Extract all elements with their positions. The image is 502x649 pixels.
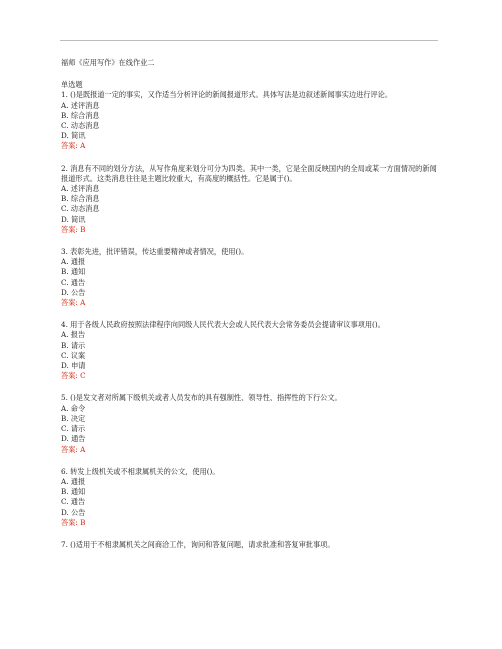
answer-value: B xyxy=(77,517,86,527)
answer-line xyxy=(61,298,439,308)
question-stem: 1. ()是既报道一定的事实，又作适当分析评论的新闻报道形式。具体写法是边叙述新闻事实边进行评论。 xyxy=(61,90,393,100)
answer-option: C. 通告 xyxy=(61,497,86,507)
document-title: 福师《应用写作》在线作业二 xyxy=(61,58,155,67)
answer-value: A xyxy=(77,141,86,151)
answer-option: A. 述评消息 xyxy=(61,184,100,194)
header-rule xyxy=(60,40,438,41)
answer-option: D. 简讯 xyxy=(61,214,86,224)
answer-option: A. 通报 xyxy=(61,476,86,486)
question-item xyxy=(61,540,439,550)
answer-label: 答案: xyxy=(61,141,78,151)
question-stem: 4. 用于各级人民政府按照法律程序向同级人民代表大会或人民代表大会常务委员会提请审议事项用()。 xyxy=(61,320,385,330)
question-item xyxy=(61,393,439,454)
answer-line xyxy=(61,371,439,381)
answer-option: A. 命令 xyxy=(61,403,86,413)
answer-option: D. 通告 xyxy=(61,434,86,444)
answer-value: C xyxy=(77,371,86,381)
question-item xyxy=(61,467,439,528)
answer-option: C. 动态消息 xyxy=(61,121,100,131)
question-stem: 3. 表彰先进，批评错误，传达重要精神或者情况，使用()。 xyxy=(61,247,249,257)
question-item xyxy=(61,247,439,308)
answer-option: C. 请示 xyxy=(61,424,86,434)
answer-line xyxy=(61,518,439,528)
answer-label: 答案: xyxy=(61,371,78,381)
answer-option: B. 请示 xyxy=(61,340,86,350)
answer-option: A. 报告 xyxy=(61,330,86,340)
question-list xyxy=(61,90,439,550)
answer-label: 答案: xyxy=(61,444,78,454)
answer-option: C. 动态消息 xyxy=(61,204,100,214)
answer-option: D. 申请 xyxy=(61,361,86,371)
answer-option: B. 综合消息 xyxy=(61,194,100,204)
answer-value: A xyxy=(77,298,86,308)
answer-label: 答案: xyxy=(61,224,78,234)
answer-option: B. 通知 xyxy=(61,487,86,497)
question-item xyxy=(61,90,439,151)
answer-option: A. 通报 xyxy=(61,257,86,267)
question-item xyxy=(61,164,439,235)
question-item xyxy=(61,320,439,381)
answer-label: 答案: xyxy=(61,517,78,527)
answer-option: A. 述评消息 xyxy=(61,100,100,110)
answer-option: D. 公告 xyxy=(61,507,86,517)
answer-option: B. 综合消息 xyxy=(61,110,100,120)
answer-line xyxy=(61,445,439,455)
answer-option: D. 简讯 xyxy=(61,131,86,141)
question-stem: 6. 转发上级机关或不相隶属机关的公文，使用()。 xyxy=(61,466,220,476)
answer-label: 答案: xyxy=(61,298,78,308)
answer-option: B. 通知 xyxy=(61,267,86,277)
answer-option: D. 公告 xyxy=(61,287,86,297)
answer-value: A xyxy=(77,444,86,454)
answer-option: C. 议案 xyxy=(61,350,86,360)
section-title: 单选题 xyxy=(61,80,83,90)
question-stem: 5. ()是发文者对所属下级机关或者人员发布的具有强制性、领导性、指挥性的下行公文。 xyxy=(61,393,342,403)
question-stem: 2. 消息有不同的划分方法，从写作角度来划分可分为四类。其中一类，它是全面反映国内的全局或某一方面情况的新闻报道形式。这类消息往往是主题比较重大，有高度的概括性。它是属于()。 xyxy=(61,163,437,183)
answer-line xyxy=(61,225,439,235)
answer-option: B. 决定 xyxy=(61,413,86,423)
answer-line xyxy=(61,141,439,151)
answer-value: B xyxy=(77,224,86,234)
question-stem: 7. ()适用于不相隶属机关之间商洽工作，询问和答复问题，请求批准和答复审批事项。 xyxy=(61,539,335,549)
answer-option: C. 通告 xyxy=(61,277,86,287)
document-content xyxy=(61,58,439,562)
